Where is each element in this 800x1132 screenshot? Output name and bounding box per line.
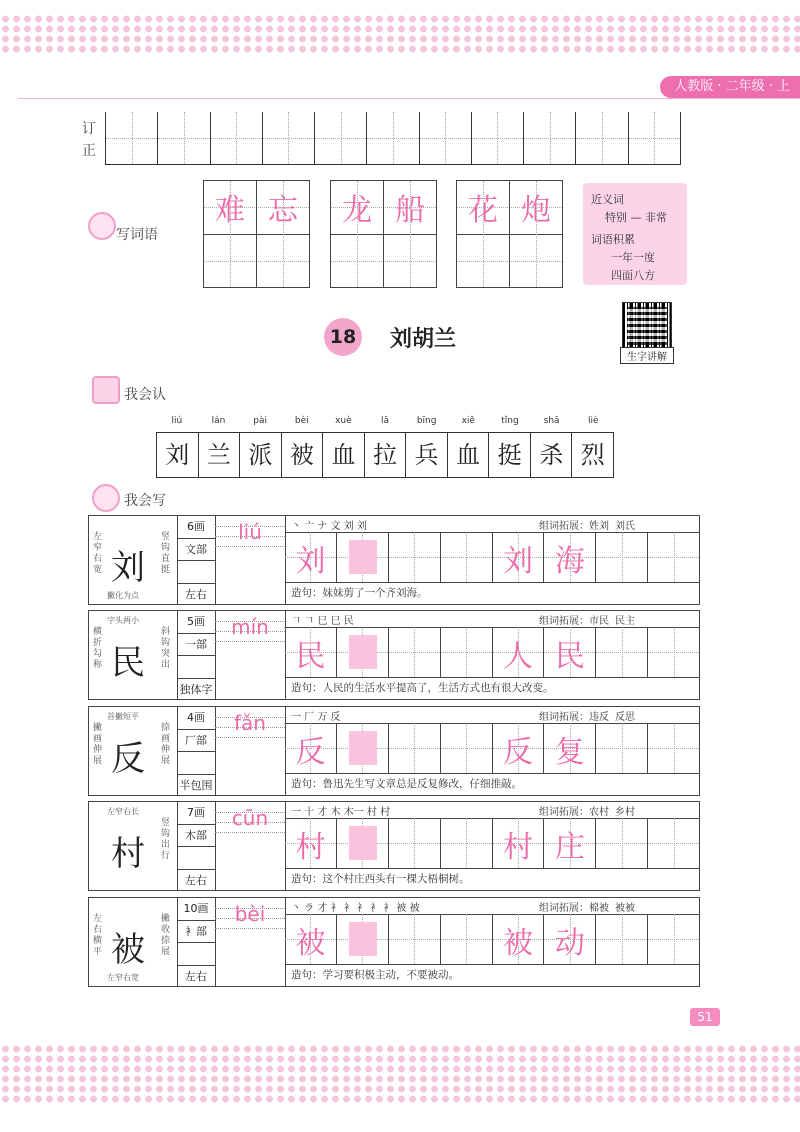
practice-cell[interactable]: [648, 627, 699, 677]
practice-cell[interactable]: [544, 627, 596, 677]
practice-word-char: 海: [554, 544, 585, 579]
stroke-count: 5画: [177, 611, 215, 634]
stroke-order: 一 十 才 木 木一 村 村: [291, 807, 391, 818]
note-top: 字头两小: [107, 616, 139, 625]
radical: 厂部: [177, 730, 215, 753]
model-char: 村: [111, 834, 145, 874]
practice-cell[interactable]: [544, 914, 596, 964]
practice-word-char: 村: [502, 830, 533, 865]
sentence-label: 造句：: [291, 682, 323, 694]
practice-cell[interactable]: [544, 532, 596, 582]
sentence: [291, 776, 522, 791]
correction-label-2: 正: [82, 143, 96, 159]
trace-shape: [349, 922, 377, 956]
info-blank: [177, 561, 215, 584]
correction-cell[interactable]: [420, 112, 472, 164]
trace-shape: [349, 826, 377, 860]
sentence-label: 造句：: [291, 587, 323, 599]
stroke-count: 7画: [177, 802, 215, 825]
correction-cell[interactable]: [524, 112, 576, 164]
note-top: 首撇短平: [107, 712, 139, 721]
ext-label: 组词拓展：: [539, 712, 589, 723]
word-extension: [539, 517, 635, 532]
trace-shape: [349, 540, 377, 574]
ext-label: 组词拓展：: [539, 903, 589, 914]
practice-cell[interactable]: [596, 627, 648, 677]
radical: 衤部: [177, 921, 215, 944]
ext-label: 组词拓展：: [539, 521, 589, 532]
practice-cell[interactable]: [337, 818, 389, 868]
sentence-text: 这个村庄西头有一棵大梧桐树。: [322, 873, 470, 885]
structure: 独体字: [179, 682, 213, 696]
practice-cell[interactable]: [389, 532, 441, 582]
sentence-text: 鲁迅先生写文章总是反复修改，仔细推敲。: [322, 778, 522, 790]
star-icon: [92, 376, 120, 404]
model-char-cell: [89, 516, 178, 604]
pinyin: bèi: [234, 902, 266, 926]
ext-label: 组词拓展：: [539, 616, 589, 627]
recognize-row: [156, 416, 614, 478]
practice-cell[interactable]: [285, 818, 337, 868]
word-char: 花: [468, 193, 498, 228]
practice-cell[interactable]: [389, 818, 441, 868]
structure: 半包围: [179, 778, 213, 792]
recognize-pinyin: lā: [381, 416, 390, 426]
practice-cell[interactable]: [648, 532, 699, 582]
correction-label-1: 订: [82, 121, 96, 137]
qr-label: 生字讲解: [620, 347, 674, 364]
write-label: 我会写: [124, 493, 166, 509]
recognize-char: 烈: [580, 441, 605, 469]
note-right: 捺画伸展: [161, 723, 171, 766]
synonym-title: 近义词: [591, 193, 624, 206]
note-left: 撇画伸展: [93, 723, 103, 766]
sentence: [291, 967, 459, 982]
stroke-order: 丶 ラ 才 衤 衤 衤 衤 衤 被 被: [291, 903, 420, 914]
note-right: 斜钩突出: [161, 627, 171, 670]
vocab-note-box: [583, 183, 687, 285]
stroke-count: 6画: [177, 516, 215, 539]
info-blank: [177, 752, 215, 775]
correction-cell[interactable]: [629, 112, 680, 164]
recognize-pinyin: liè: [587, 416, 599, 426]
correction-grid: [105, 112, 681, 165]
trace-shape: [349, 731, 377, 765]
practice-cell[interactable]: [596, 818, 648, 868]
recognize-pinyin: pài: [253, 416, 267, 426]
sentence-label: 造句：: [291, 969, 323, 981]
write-block-1: [88, 515, 700, 605]
info-blank: [177, 943, 215, 966]
recognize-char: 血: [448, 433, 490, 477]
word-cell[interactable]: [204, 181, 257, 287]
note-left: 左右横平: [93, 914, 103, 957]
ext-word: 农村: [589, 807, 609, 818]
recognize-pinyin: xiě: [461, 416, 475, 426]
recognize-pinyin: lán: [211, 416, 226, 426]
word-extension: [539, 803, 635, 818]
header-rule: [18, 98, 800, 99]
practice-char: 刘: [295, 544, 326, 579]
recognize-char: 兵: [406, 433, 448, 477]
char-info: [177, 611, 216, 699]
structure: 左右: [185, 969, 207, 983]
ext-word: 民主: [615, 616, 635, 627]
word-cell[interactable]: [331, 181, 384, 287]
stroke-order: 丶 亠 ナ 文 刘 刘: [291, 521, 367, 532]
ext-word: 姓刘: [589, 521, 609, 532]
practice-char: 反: [295, 735, 326, 770]
practice-word-char: 复: [554, 735, 585, 770]
recognize-pinyin: bīng: [416, 416, 437, 426]
recognize-pinyin: liú: [171, 416, 183, 426]
synonym-pair: 特别 — 非常: [605, 211, 667, 224]
char-info: [177, 802, 216, 890]
practice-cell[interactable]: [441, 532, 493, 582]
practice-cell[interactable]: [285, 914, 337, 964]
recognize-char: 杀: [531, 433, 573, 477]
pinyin-cell: [215, 707, 286, 795]
sentence-label: 造句：: [291, 873, 323, 885]
word-char: 龙: [342, 193, 372, 228]
recognize-pinyin: xuè: [335, 416, 352, 426]
word-box-3: [456, 180, 563, 288]
word-box-2: [330, 180, 437, 288]
structure: 左右: [185, 587, 207, 601]
recognize-char: 刘: [157, 433, 199, 477]
edition-badge: 人教版 · 二年级 · 上: [660, 76, 800, 98]
practice-cell[interactable]: [441, 723, 493, 773]
pinyin-cell: [215, 516, 286, 604]
practice-cell[interactable]: [441, 627, 493, 677]
recognize-pinyin: bèi: [294, 416, 309, 426]
practice-cell[interactable]: [493, 627, 545, 677]
ext-word: 反思: [615, 712, 635, 723]
practice-char: 民: [295, 639, 326, 674]
word-cell[interactable]: [510, 181, 562, 287]
note-bottom: 撇化为点: [107, 591, 139, 600]
radical: 文部: [177, 539, 215, 562]
sentence-text: 人民的生活水平提高了，生活方式也有很大改变。: [322, 682, 554, 694]
practice-cell[interactable]: [337, 723, 389, 773]
note-right: 竖钩直挺: [161, 532, 171, 575]
recognize-char: 血: [323, 433, 365, 477]
model-char: 刘: [111, 548, 145, 588]
word-char: 炮: [521, 193, 551, 228]
practice-word-char: 人: [502, 639, 533, 674]
ext-label: 组词拓展：: [539, 807, 589, 818]
accumulation-item: 一年一度: [611, 251, 655, 264]
stroke-count: 4画: [177, 707, 215, 730]
correction-cell[interactable]: [576, 112, 628, 164]
qr-code-icon[interactable]: [622, 302, 672, 350]
practice-cell[interactable]: [337, 532, 389, 582]
sentence-label: 造句：: [291, 778, 323, 790]
practice-cell[interactable]: [337, 914, 389, 964]
practice-cell[interactable]: [493, 914, 545, 964]
practice-cell[interactable]: [493, 532, 545, 582]
sentence: [291, 680, 554, 695]
sentence: [291, 871, 470, 886]
model-char: 反: [111, 739, 145, 779]
practice-cell[interactable]: [285, 723, 337, 773]
radical: 一部: [177, 634, 215, 657]
correction-cell[interactable]: [158, 112, 210, 164]
pinyin: liú: [238, 520, 262, 544]
recognize-char: 派: [240, 433, 282, 477]
recognize-label: 我会认: [124, 387, 166, 403]
note-right: 竖钩出行: [161, 818, 171, 861]
sentence: [291, 585, 428, 600]
recognize-pinyin: shā: [543, 416, 560, 426]
practice-cell[interactable]: [441, 818, 493, 868]
practice-cell[interactable]: [596, 914, 648, 964]
practice-cell[interactable]: [285, 627, 337, 677]
sentence-text: 学习要积极主动，不要被动。: [322, 969, 459, 981]
practice-cell[interactable]: [441, 914, 493, 964]
note-right: 撇收捺展: [161, 914, 171, 957]
write-words-label: 写词语: [116, 227, 158, 243]
practice-word-char: 庄: [554, 830, 585, 865]
practice-cell[interactable]: [389, 723, 441, 773]
ext-word: 违反: [589, 712, 609, 723]
char-info: [177, 707, 216, 795]
correction-cell[interactable]: [106, 112, 158, 164]
practice-cell[interactable]: [648, 914, 699, 964]
recognize-char: 兰: [199, 433, 241, 477]
correction-label: [82, 118, 100, 162]
stroke-count: 10画: [177, 898, 215, 921]
word-extension: [539, 899, 635, 914]
practice-char: 村: [295, 830, 326, 865]
note-top: 左窄右长: [107, 807, 139, 816]
practice-cell[interactable]: [389, 914, 441, 964]
radical: 木部: [177, 825, 215, 848]
pinyin: fǎn: [234, 711, 266, 735]
note-left: 横折勾称: [93, 627, 103, 670]
trace-shape: [349, 635, 377, 669]
practice-cell[interactable]: [493, 818, 545, 868]
practice-cell[interactable]: [285, 532, 337, 582]
correction-cell[interactable]: [367, 112, 419, 164]
note-bottom: 左窄右宽: [107, 973, 139, 982]
recognize-pinyin: tǐng: [501, 416, 519, 426]
sentence-text: 妹妹剪了一个齐刘海。: [322, 587, 428, 599]
correction-cell[interactable]: [211, 112, 263, 164]
write-block-4: [88, 801, 700, 891]
pinyin-cell: [215, 898, 286, 986]
practice-cell[interactable]: [389, 627, 441, 677]
info-blank: [177, 656, 215, 679]
practice-cell[interactable]: [596, 723, 648, 773]
moon-icon: [88, 212, 116, 240]
write-block-3: [88, 706, 700, 796]
ext-word: 市民: [589, 616, 609, 627]
ext-word: 乡村: [615, 807, 635, 818]
write-block-5: [88, 897, 700, 987]
word-cell[interactable]: [457, 181, 510, 287]
correction-cell[interactable]: [472, 112, 524, 164]
recognize-char: 挺: [489, 433, 531, 477]
model-char: 民: [111, 643, 145, 683]
stroke-order: 𠃍 𠃍 巳 巳 民: [291, 616, 354, 627]
write-block-2: [88, 610, 700, 700]
ext-word: 棉被: [589, 903, 609, 914]
recognize-char: 被: [282, 433, 324, 477]
practice-char: 被: [295, 926, 326, 961]
practice-word-char: 刘: [502, 544, 533, 579]
practice-cell[interactable]: [648, 818, 699, 868]
practice-word-char: 民: [554, 639, 585, 674]
sun-icon: [92, 484, 120, 512]
practice-cell[interactable]: [544, 818, 596, 868]
practice-cell[interactable]: [493, 723, 545, 773]
lesson-title: 刘胡兰: [390, 327, 457, 352]
model-char-cell: [89, 898, 178, 986]
bottom-dot-border: [0, 1044, 800, 1104]
practice-cell[interactable]: [544, 723, 596, 773]
practice-word-char: 被: [502, 926, 533, 961]
info-blank: [177, 847, 215, 870]
page-number: 51: [690, 1008, 720, 1026]
practice-cell[interactable]: [648, 723, 699, 773]
word-box-1: [203, 180, 310, 288]
practice-word-char: 反: [502, 735, 533, 770]
accumulation-title: 词语积累: [591, 233, 635, 246]
pinyin-cell: [215, 611, 286, 699]
word-char: 难: [215, 193, 245, 228]
accumulation-item: 四面八方: [611, 269, 655, 282]
stroke-order: 一 厂 万 反: [291, 712, 341, 723]
practice-cell[interactable]: [337, 627, 389, 677]
char-info: [177, 898, 216, 986]
correction-cell[interactable]: [315, 112, 367, 164]
recognize-char: 拉: [365, 433, 407, 477]
word-extension: [539, 708, 635, 723]
practice-word-char: 动: [554, 926, 585, 961]
structure: 左右: [185, 873, 207, 887]
char-info: [177, 516, 216, 604]
model-char-cell: [89, 611, 178, 699]
ext-word: 被被: [615, 903, 635, 914]
lesson-number: 18: [324, 318, 362, 356]
ext-word: 刘氏: [615, 521, 635, 532]
word-char: 忘: [268, 193, 298, 228]
note-left: 左窄右宽: [93, 532, 103, 575]
pinyin-cell: [215, 802, 286, 890]
correction-cell[interactable]: [263, 112, 315, 164]
word-cell[interactable]: [257, 181, 309, 287]
word-extension: [539, 612, 635, 627]
top-dot-border: [0, 14, 800, 54]
pinyin: mín: [231, 615, 269, 639]
word-char: 船: [395, 193, 425, 228]
model-char: 被: [111, 930, 145, 970]
model-char-cell: [89, 707, 178, 795]
word-cell[interactable]: [384, 181, 436, 287]
practice-cell[interactable]: [596, 532, 648, 582]
pinyin: cūn: [231, 806, 269, 830]
model-char-cell: [89, 802, 178, 890]
